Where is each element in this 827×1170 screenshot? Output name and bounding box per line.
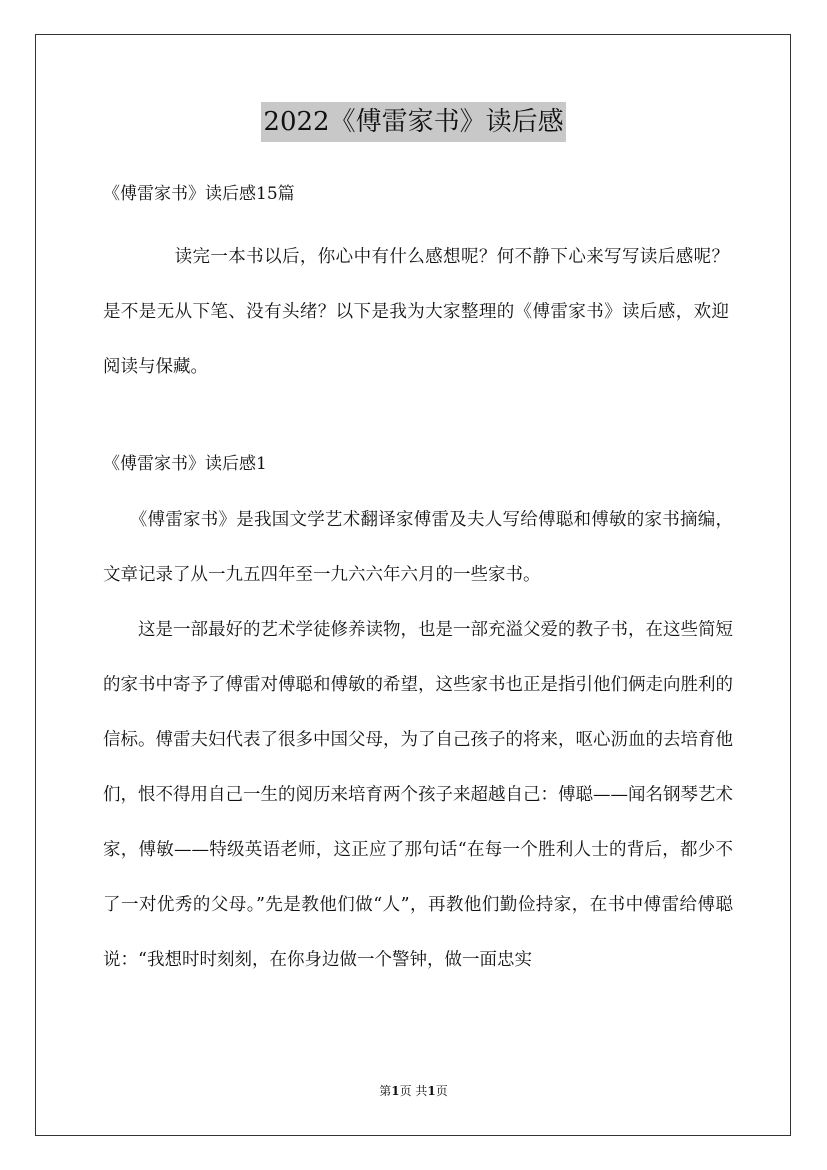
document-title: 2022《傅雷家书》读后感 bbox=[261, 102, 565, 142]
paragraph-text: 《傅雷家书》是我国文学艺术翻译家傅雷及夫人写给傅聪和傅敏的家书摘编，文章记录了从一九五四年至一九六六年六月的一些家书。 bbox=[103, 510, 733, 585]
footer-mid: 页 共 bbox=[399, 1084, 428, 1098]
paragraph-indent bbox=[103, 510, 139, 530]
intro-indent bbox=[103, 247, 175, 267]
footer-prefix: 第 bbox=[379, 1084, 392, 1098]
footer-page-number: 1 bbox=[391, 1084, 400, 1098]
intro-text: 读完一本书以后，你心中有什么感想呢？何不静下心来写写读后感呢？是不是无从下笔、没有头绪？以下是我为大家整理的《傅雷家书》读后感，欢迎阅读与保藏。 bbox=[103, 247, 730, 377]
section-heading: 《傅雷家书》读后感1 bbox=[103, 454, 267, 474]
footer-total-pages: 1 bbox=[427, 1084, 436, 1098]
paragraph-text: 这是一部最好的艺术学徒修养读物，也是一部充溢父爱的教子书，在这些简短的家书中寄予了傅雷对傅聪和傅敏的希望，这些家书也正是指引他们俩走向胜利的信标。傅雷夫妇代表了很多中国父母，为了自己孩子的将来，呕心沥血的去培育他们，恨不得用自己一生的阅历来培育两个孩子来超越自己：傅聪——闻名钢琴艺术家，傅敏——特级英语老师，这正应了那句话“在每一个胜利人士的背后，都少不了一对优秀的父母。”先是教他们做“人”，再教他们勤俭持家，在书中傅雷给傅聪说：“我想时时刻刻，在你身边做一个警钟，做一面忠实 bbox=[103, 620, 733, 970]
paragraph-indent bbox=[103, 620, 138, 640]
body-paragraph-2 bbox=[103, 603, 733, 988]
document-subtitle: 《傅雷家书》读后感15篇 bbox=[103, 184, 295, 204]
document-title-wrapper bbox=[0, 100, 827, 142]
page-footer bbox=[0, 1082, 827, 1100]
intro-paragraph bbox=[103, 230, 729, 395]
footer-suffix: 页 bbox=[435, 1084, 448, 1098]
body-paragraph-1 bbox=[103, 493, 733, 603]
